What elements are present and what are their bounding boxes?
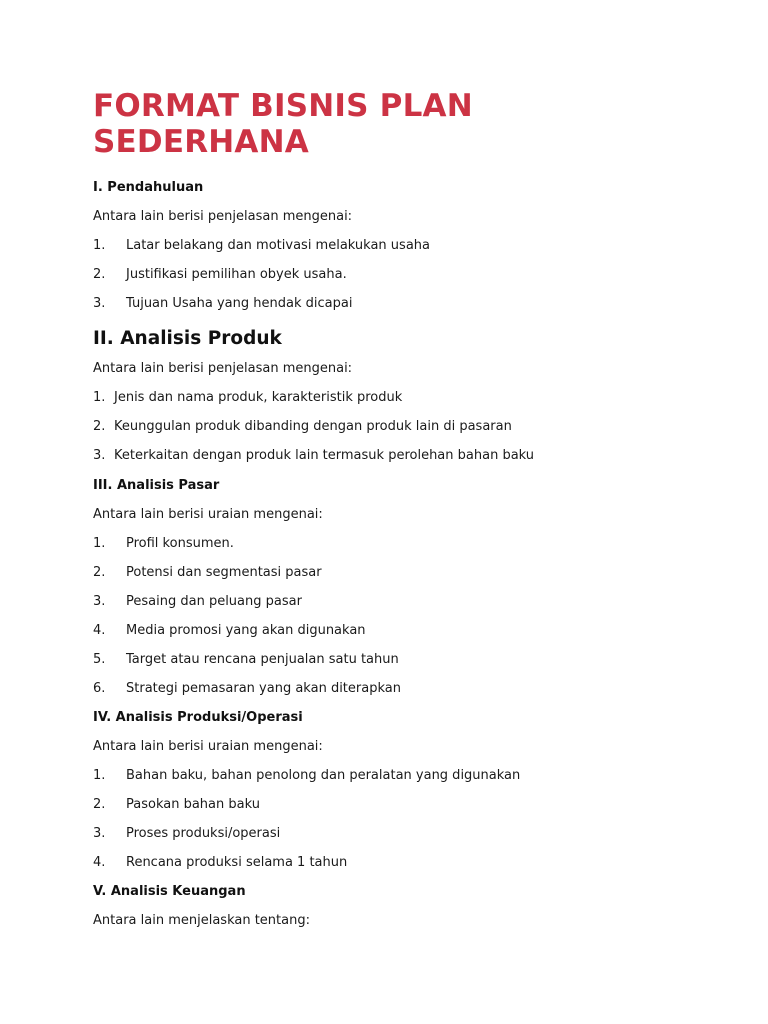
- list-item: [93, 796, 688, 814]
- item-list: [93, 767, 688, 872]
- item-text: Justifikasi pemilihan obyek usaha.: [126, 267, 347, 282]
- item-number: 2.: [93, 419, 106, 434]
- section-pendahuluan: [93, 179, 688, 313]
- item-number: 5.: [93, 652, 106, 667]
- item-number: 3.: [93, 296, 106, 311]
- item-text: Latar belakang dan motivasi melakukan usaha: [126, 238, 430, 253]
- list-item: [93, 389, 688, 407]
- item-number: 2.: [93, 565, 106, 580]
- item-text: Media promosi yang akan digunakan: [126, 623, 366, 638]
- item-list: [93, 535, 688, 698]
- item-number: 3.: [93, 594, 106, 609]
- item-number: 3.: [93, 826, 106, 841]
- list-item: [93, 680, 688, 698]
- item-list: [93, 237, 688, 313]
- section-heading: V. Analisis Keuangan: [93, 884, 246, 899]
- item-number: 2.: [93, 267, 106, 282]
- section-intro: Antara lain berisi uraian mengenai:: [93, 507, 323, 522]
- list-item: [93, 535, 688, 553]
- section-intro: Antara lain menjelaskan tentang:: [93, 913, 310, 928]
- section-heading: I. Pendahuluan: [93, 180, 204, 195]
- list-item: [93, 564, 688, 582]
- section-analisis-keuangan: [93, 883, 688, 930]
- document-title: FORMAT BISNIS PLAN SEDERHANA: [93, 88, 473, 160]
- section-analisis-produksi: [93, 709, 688, 872]
- section-heading: III. Analisis Pasar: [93, 478, 220, 493]
- item-text: Keterkaitan dengan produk lain termasuk perolehan bahan baku: [114, 448, 535, 463]
- item-number: 1.: [93, 238, 106, 253]
- item-text: Target atau rencana penjualan satu tahun: [126, 652, 399, 667]
- list-item: [93, 767, 688, 785]
- section-analisis-produk: [93, 327, 688, 465]
- item-number: 3.: [93, 448, 106, 463]
- list-item: [93, 237, 688, 255]
- item-text: Proses produksi/operasi: [126, 826, 281, 841]
- list-item: [93, 825, 688, 843]
- item-number: 6.: [93, 681, 106, 696]
- item-text: Potensi dan segmentasi pasar: [126, 565, 322, 580]
- list-item: [93, 593, 688, 611]
- list-item: [93, 418, 688, 436]
- item-text: Jenis dan nama produk, karakteristik produk: [114, 390, 403, 405]
- list-item: [93, 622, 688, 640]
- list-item: [93, 266, 688, 284]
- section-heading: II. Analisis Produk: [93, 328, 282, 349]
- list-item: [93, 854, 688, 872]
- section-heading: IV. Analisis Produksi/Operasi: [93, 710, 303, 725]
- item-list: [93, 389, 688, 465]
- list-item: [93, 651, 688, 669]
- item-number: 4.: [93, 623, 106, 638]
- item-text: Keunggulan produk dibanding dengan produk lain di pasaran: [114, 419, 512, 434]
- item-text: Pesaing dan peluang pasar: [126, 594, 302, 609]
- item-text: Rencana produksi selama 1 tahun: [126, 855, 348, 870]
- list-item: [93, 447, 688, 465]
- item-number: 1.: [93, 768, 106, 783]
- section-intro: Antara lain berisi uraian mengenai:: [93, 739, 323, 754]
- item-text: Strategi pemasaran yang akan diterapkan: [126, 681, 401, 696]
- item-text: Tujuan Usaha yang hendak dicapai: [126, 296, 353, 311]
- section-intro: Antara lain berisi penjelasan mengenai:: [93, 361, 353, 376]
- item-text: Pasokan bahan baku: [126, 797, 260, 812]
- item-text: Profil konsumen.: [126, 536, 234, 551]
- item-number: 1.: [93, 536, 106, 551]
- section-intro: Antara lain berisi penjelasan mengenai:: [93, 209, 353, 224]
- item-text: Bahan baku, bahan penolong dan peralatan yang digunakan: [126, 768, 521, 783]
- item-number: 2.: [93, 797, 106, 812]
- item-number: 1.: [93, 390, 106, 405]
- item-number: 4.: [93, 855, 106, 870]
- section-analisis-pasar: [93, 477, 688, 698]
- list-item: [93, 295, 688, 313]
